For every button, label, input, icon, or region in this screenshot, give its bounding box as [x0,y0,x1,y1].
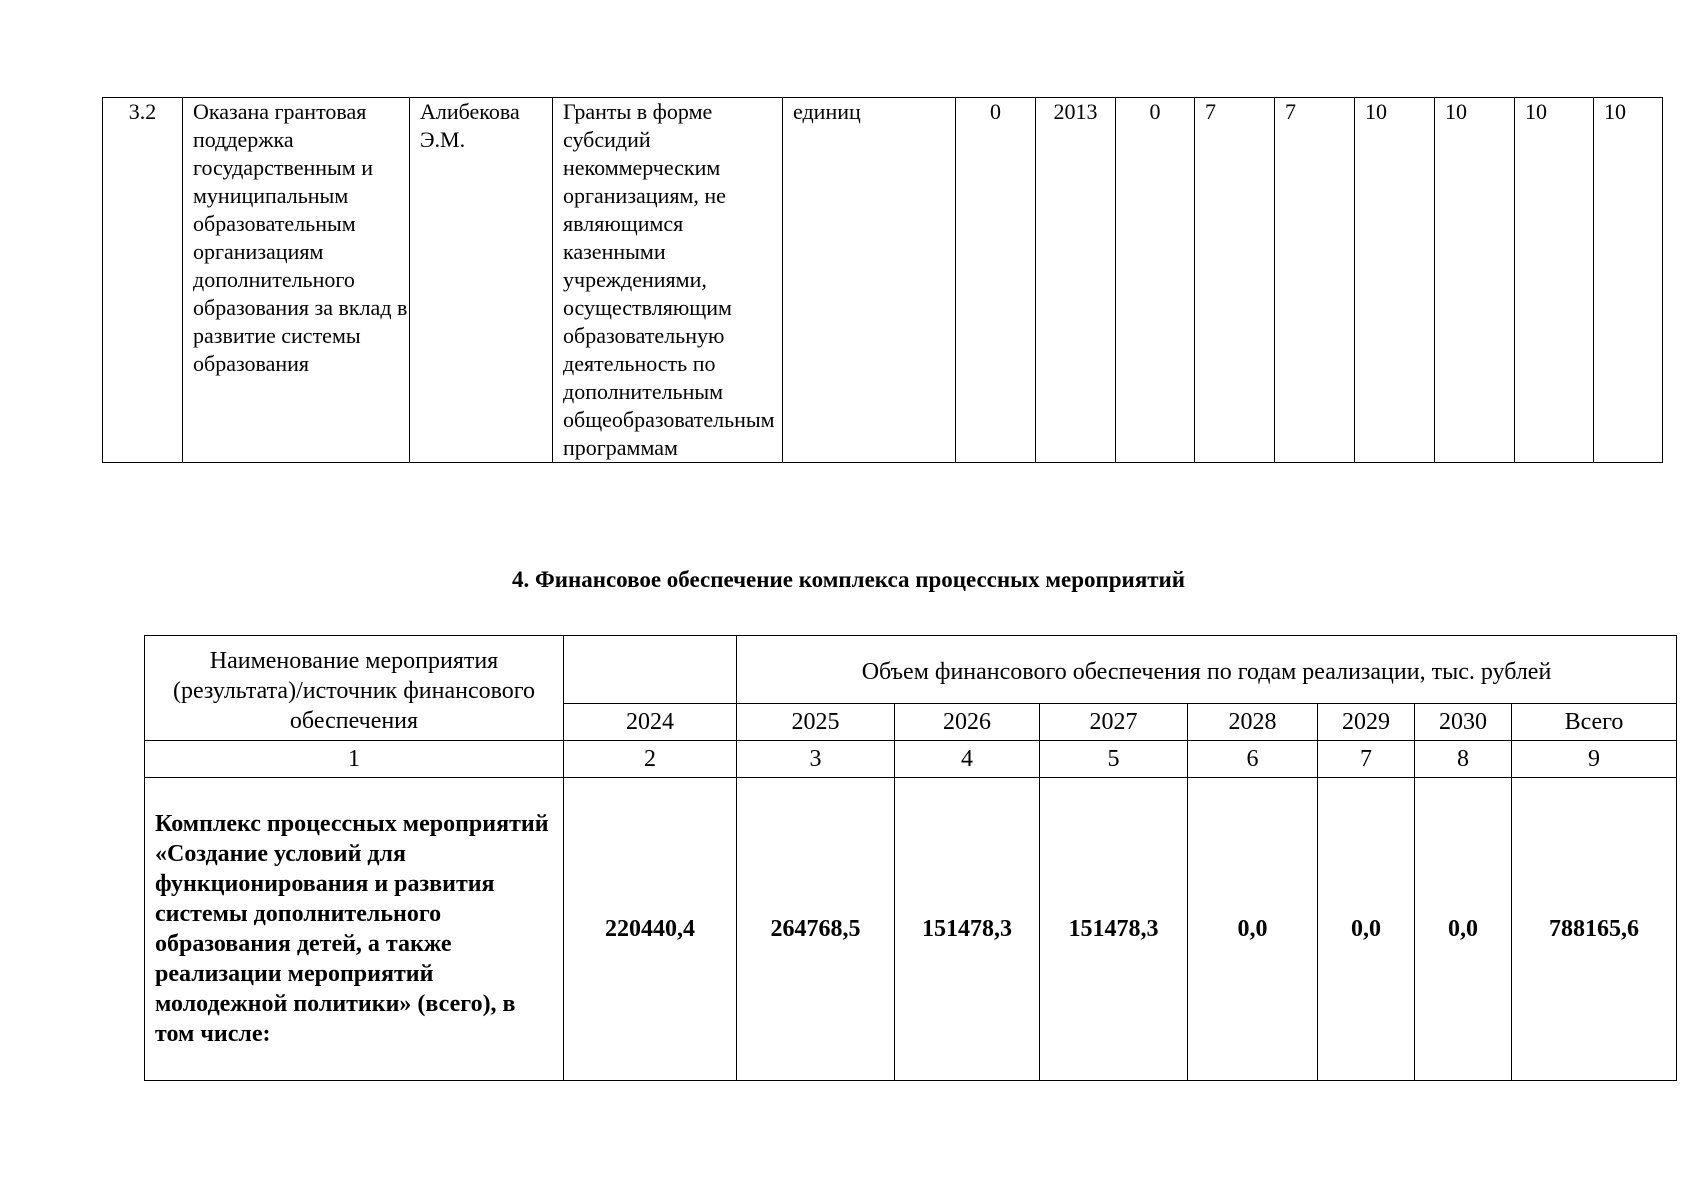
result-type-cell: Гранты в форме субсидий некоммерческим организациям, не являющимся казенными учреждениями, осуществляющим образовательную деятельность по дополнительным общеобразовательным программам [553,98,783,463]
column-number: 4 [895,741,1040,778]
row-number-cell: 3.2 [103,98,183,463]
column-number: 9 [1512,741,1677,778]
column-number: 1 [145,741,564,778]
header-row [145,636,1677,704]
amount-cell-2025: 264768,5 [737,778,895,1081]
year-header: 2026 [895,704,1040,741]
column-number: 3 [737,741,895,778]
table-row [103,98,1663,463]
year-header: 2027 [1040,704,1188,741]
financing-table [144,635,1677,1081]
base-value-cell: 0 [956,98,1036,463]
value-cell: 7 [1275,98,1355,463]
value-cell: 10 [1435,98,1515,463]
column-numbers-row [145,741,1677,778]
unit-cell: единиц [783,98,956,463]
year-header: 2024 [564,704,737,741]
volume-column-header: Объем финансового обеспечения по годам реализации, тыс. рублей [737,636,1677,704]
value-cell: 10 [1594,98,1663,463]
table-row [145,778,1677,1081]
amount-cell-2027: 151478,3 [1040,778,1188,1081]
year-header: 2028 [1188,704,1318,741]
name-column-header: Наименование мероприятия (результата)/источник финансового обеспечения [145,636,564,741]
empty-header-cell [564,636,737,704]
amount-cell-total: 788165,6 [1512,778,1677,1081]
program-name-cell: Комплекс процессных мероприятий «Создание условий для функционирования и развития системы дополнительного образования детей, а также реализации мероприятий молодежной политики» (всего), в том числе: [145,778,564,1081]
activity-results-table [102,97,1663,463]
section-heading: 4. Финансовое обеспечение комплекса процессных мероприятий [511,567,1186,592]
amount-cell-2024: 220440,4 [564,778,737,1081]
value-cell: 7 [1195,98,1275,463]
amount-cell-2026: 151478,3 [895,778,1040,1081]
year-header: 2025 [737,704,895,741]
value-cell: 10 [1515,98,1594,463]
amount-cell-2029: 0,0 [1318,778,1415,1081]
column-number: 5 [1040,741,1188,778]
value-cell: 0 [1116,98,1195,463]
column-number: 7 [1318,741,1415,778]
year-header: 2029 [1318,704,1415,741]
amount-cell-2030: 0,0 [1415,778,1512,1081]
value-cell: 10 [1355,98,1435,463]
total-header: Всего [1512,704,1677,741]
responsible-cell: Алибекова Э.М. [410,98,553,463]
column-number: 6 [1188,741,1318,778]
base-year-cell: 2013 [1036,98,1116,463]
column-number: 2 [564,741,737,778]
amount-cell-2028: 0,0 [1188,778,1318,1081]
column-number: 8 [1415,741,1512,778]
year-header: 2030 [1415,704,1512,741]
result-name-cell: Оказана грантовая поддержка государственным и муниципальным образовательным организациям дополнительного образования за вклад в развитие системы образования [183,98,410,463]
